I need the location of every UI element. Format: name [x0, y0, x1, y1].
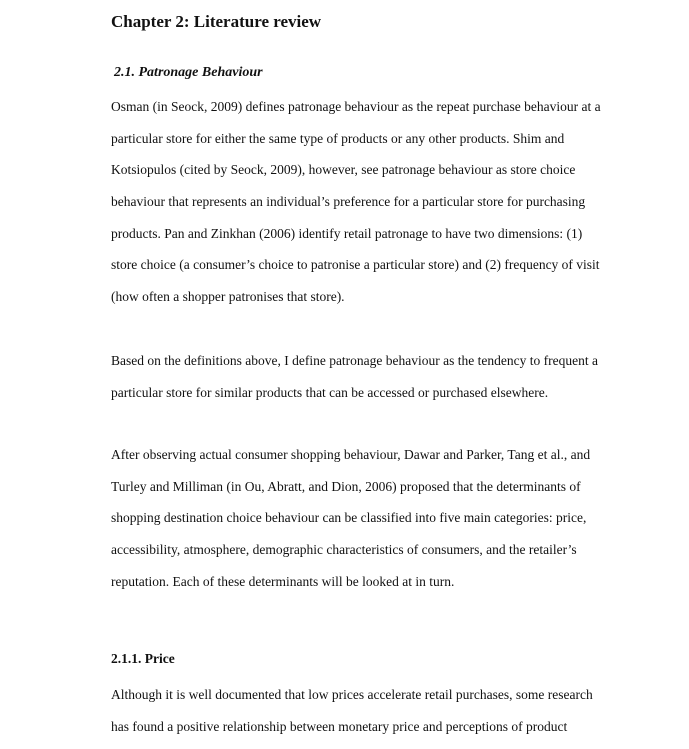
text-line: particular store for similar products that can be accessed or purchased elsewhere.	[111, 384, 549, 400]
text-line: products. Pan and Zinkhan (2006) identify retail patronage to have two dimensions: (1)	[111, 225, 583, 241]
paragraph-own-definition	[111, 352, 621, 415]
paragraph-price	[111, 686, 621, 749]
text-line: store choice (a consumer’s choice to patronise a particular store) and (2) frequency of visit	[111, 257, 600, 273]
text-line: After observing actual consumer shopping behaviour, Dawar and Parker, Tang et al., and	[111, 447, 591, 462]
text-line: Based on the definitions above, I define patronage behaviour as the tendency to frequent a	[111, 353, 598, 368]
paragraph-patronage-definitions	[111, 98, 621, 320]
text-line: reputation. Each of these determinants will be looked at in turn.	[111, 573, 455, 589]
text-line: has found a positive relationship between monetary price and perceptions of product	[111, 718, 568, 734]
text-line: Although it is well documented that low prices accelerate retail purchases, some research	[111, 687, 593, 702]
subsection-heading-price: 2.1.1. Price	[111, 651, 175, 666]
text-line: shopping destination choice behaviour can be classified into five main categories: price,	[111, 510, 587, 526]
text-line: Kotsiopulos (cited by Seock, 2009), however, see patronage behaviour as store choice	[111, 162, 576, 178]
text-line: (how often a shopper patronises that store).	[111, 289, 345, 305]
text-line: Osman (in Seock, 2009) defines patronage behaviour as the repeat purchase behaviour at a	[111, 99, 601, 114]
chapter-title: Chapter 2: Literature review	[111, 12, 322, 31]
text-line: particular store for either the same type of products or any other products. Shim and	[111, 130, 565, 146]
text-line: behaviour that represents an individual’s preference for a particular store for purchasing	[111, 194, 586, 210]
paragraph-determinants	[111, 446, 621, 604]
section-heading-patronage-behaviour: 2.1. Patronage Behaviour	[114, 65, 263, 80]
text-line: accessibility, atmosphere, demographic characteristics of consumers, and the retailer’s	[111, 542, 577, 558]
text-line: Turley and Milliman (in Ou, Abratt, and Dion, 2006) proposed that the determinants of	[111, 478, 581, 494]
